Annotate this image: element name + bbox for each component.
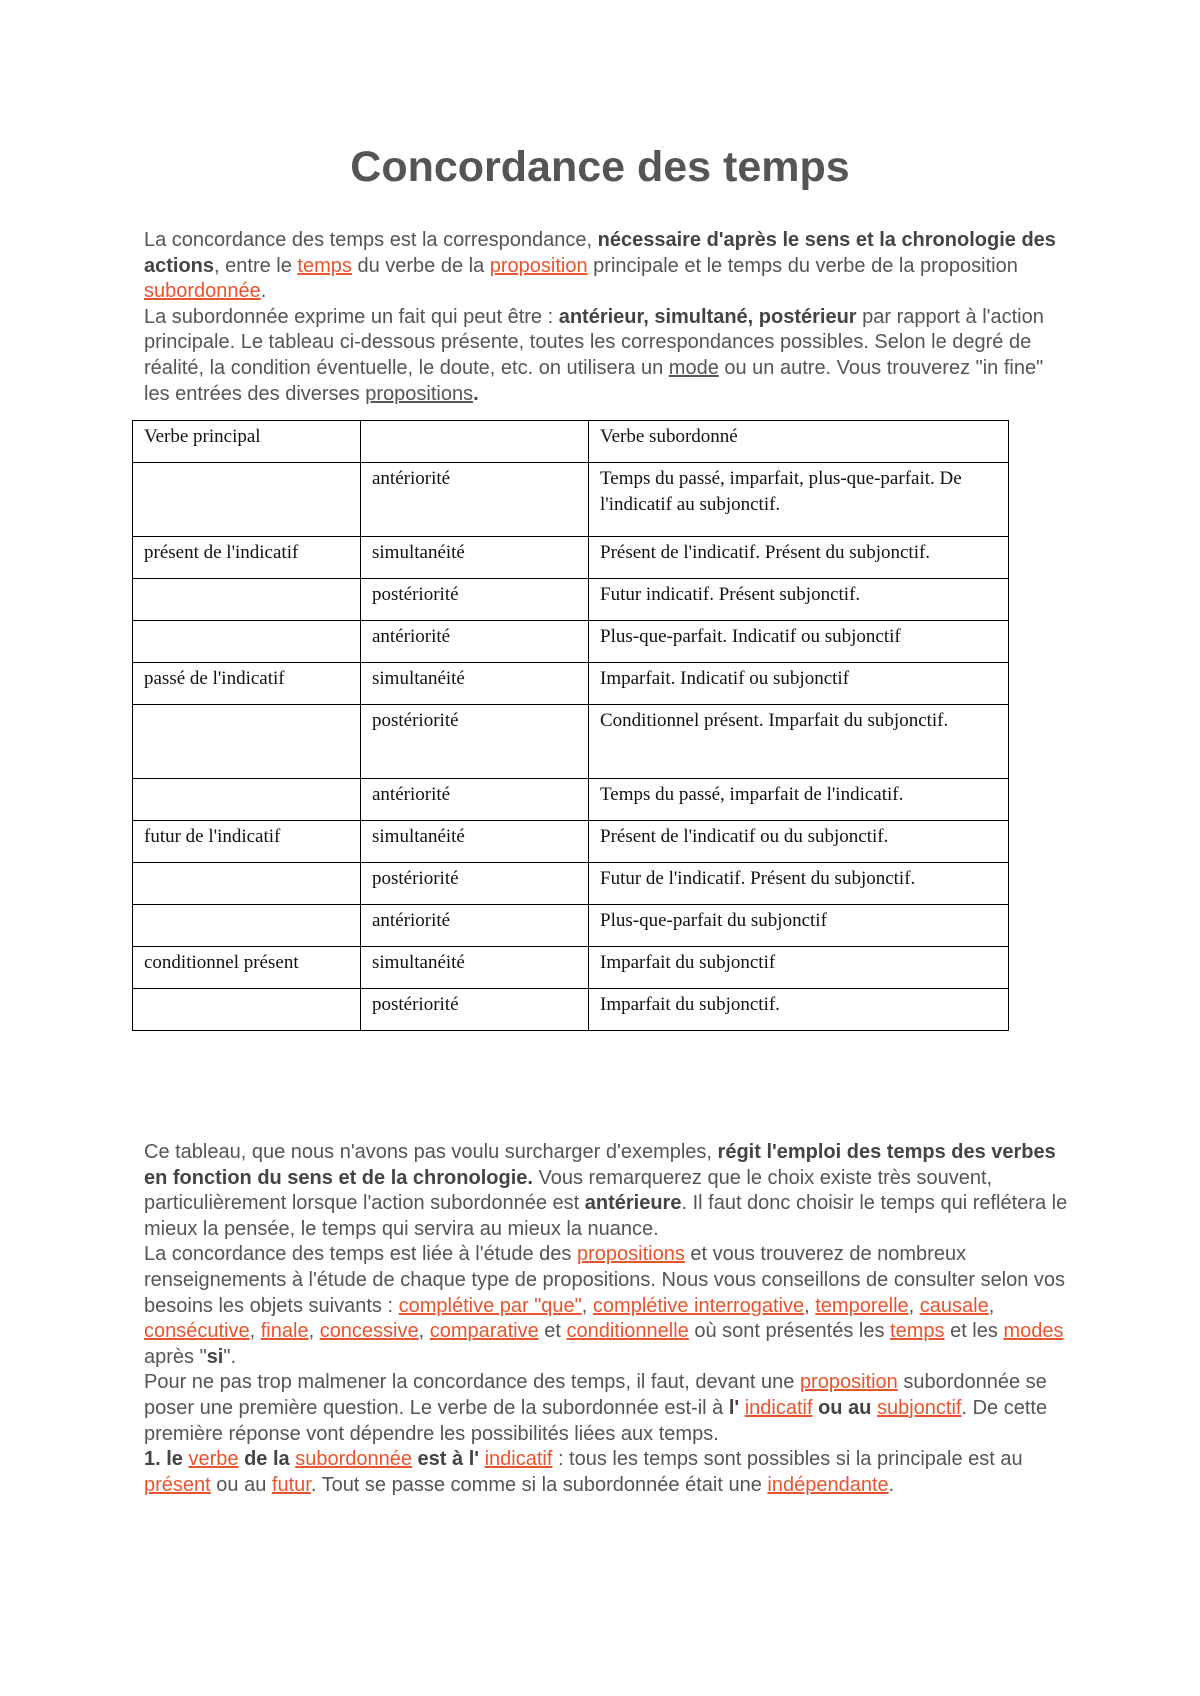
text-run: . [888,1473,895,1496]
table-row [133,905,1009,947]
table-cell [133,989,361,1031]
table-cell [133,621,361,663]
text-run: et [538,1320,567,1343]
outro-paragraph-1 [144,1140,1074,1242]
table-header-cell [361,421,589,463]
table-cell [133,705,361,779]
table-cell: antériorité [361,779,589,821]
link-finale[interactable]: finale [260,1320,309,1343]
text-run: ou un autre. Vous trouverez "in fine" les entrées des diverses [144,356,1044,405]
table-cell: Futur indicatif. Présent subjonctif. [589,579,1009,621]
text-run: La concordance des temps est liée à l'étude des [144,1243,577,1266]
intro-paragraph-2 [144,305,1074,407]
text-run: , [308,1320,320,1343]
link-propositions[interactable]: propositions [365,382,474,405]
table-cell: Imparfait du subjonctif. [589,989,1009,1031]
outro-paragraph-2 [144,1242,1074,1370]
table-cell [133,463,361,537]
text-run: ou au [210,1473,272,1496]
link-completive-que[interactable]: complétive par "que" [398,1294,582,1317]
table-cell [133,863,361,905]
outro-section [144,1140,1074,1498]
text-run: du verbe de la [351,254,490,277]
table-header-cell: Verbe principal [133,421,361,463]
table-cell: passé de l'indicatif [133,663,361,705]
text-run: où sont présentés les [688,1320,891,1343]
link-proposition[interactable]: proposition [799,1371,898,1394]
table-row [133,863,1009,905]
bold-run: l' [728,1396,740,1419]
link-independante[interactable]: indépendante [767,1473,889,1496]
table-cell: Plus-que-parfait. Indicatif ou subjonctif [589,621,1009,663]
link-proposition[interactable]: proposition [489,254,588,277]
table-cell: Présent de l'indicatif ou du subjonctif. [589,821,1009,863]
text-run: , [908,1294,920,1317]
text-run: subordonnée se poser une première question. Le verbe de la subordonnée est-il à [144,1371,1047,1419]
text-run: . Tout se passe comme si la subordonnée était une [310,1473,768,1496]
link-futur[interactable]: futur [271,1473,311,1496]
table-cell: Imparfait. Indicatif ou subjonctif [589,663,1009,705]
link-present[interactable]: présent [144,1473,211,1496]
table-cell: antériorité [361,463,589,537]
table-row [133,663,1009,705]
bold-run: est à l' [412,1448,480,1471]
bold-run: antérieure [584,1192,682,1215]
table-cell: postériorité [361,705,589,779]
table-cell: simultanéité [361,821,589,863]
concordance-table [132,420,1009,1031]
link-subordonnee[interactable]: subordonnée [144,280,261,303]
link-conditionnelle[interactable]: conditionnelle [566,1320,689,1343]
text-run: La subordonnée exprime un fait qui peut être : [144,305,559,328]
text-run: Ce tableau, que nous n'avons pas voulu surcharger d'exemples, [144,1141,718,1163]
text-run: . De cette première réponse vont dépendre les possibilités liées aux temps. [144,1396,1048,1445]
link-verbe[interactable]: verbe [188,1448,239,1471]
link-subordonnee[interactable]: subordonnée [295,1448,412,1471]
text-run: , [418,1320,430,1343]
link-temps[interactable]: temps [890,1320,945,1343]
table-row [133,779,1009,821]
bold-run: régit l'emploi des temps des verbes en fonction du sens et de la chronologie. [144,1141,1056,1189]
table-cell: simultanéité [361,947,589,989]
bold-run: antérieur, simultané, postérieur [558,305,857,328]
bold-run: si [206,1345,224,1368]
link-subjonctif[interactable]: subjonctif [876,1396,962,1419]
bold-run: de la [238,1448,296,1471]
link-completive-interrogative[interactable]: complétive interrogative [592,1294,805,1317]
text-run: . [260,280,267,303]
table-row [133,821,1009,863]
link-modes[interactable]: modes [1003,1320,1064,1343]
outro-paragraph-3 [144,1370,1074,1447]
table-cell [133,905,361,947]
link-propositions[interactable]: propositions [576,1243,685,1266]
table-cell: antériorité [361,621,589,663]
text-run: , [988,1294,995,1317]
table-row [133,705,1009,779]
table-cell: antériorité [361,905,589,947]
link-temps[interactable]: temps [297,254,352,277]
table-cell: simultanéité [361,537,589,579]
text-run: , entre le [214,254,298,277]
table-cell: postériorité [361,579,589,621]
link-temporelle[interactable]: temporelle [815,1294,909,1317]
table-cell: Temps du passé, imparfait, plus-que-parfait. De l'indicatif au subjonctif. [589,463,1009,537]
table-row [133,463,1009,537]
text-run: , [581,1294,593,1317]
link-comparative[interactable]: comparative [429,1320,539,1343]
table-header-cell: Verbe subordonné [589,421,1009,463]
text-run: Vous remarquerez que le choix existe très souvent, particulièrement lorsque l'action subordonnée est [144,1166,993,1215]
table-cell: simultanéité [361,663,589,705]
table-cell: Temps du passé, imparfait de l'indicatif. [589,779,1009,821]
table-cell: présent de l'indicatif [133,537,361,579]
table-cell: Plus-que-parfait du subjonctif [589,905,1009,947]
text-run: , [249,1320,261,1343]
text-run: par rapport à l'action principale. Le tableau ci-dessous présente, toutes les correspondances possibles. Selon le degré de réalité, la condition éventuelle, le doute, etc. on utilisera un [144,305,1044,379]
table-cell: Futur de l'indicatif. Présent du subjonctif. [589,863,1009,905]
table-row [133,579,1009,621]
link-indicatif[interactable]: indicatif [484,1448,553,1471]
table-cell: futur de l'indicatif [133,821,361,863]
table-cell [133,779,361,821]
link-consecutive[interactable]: consécutive [144,1320,250,1343]
bold-run: 1. le [144,1448,189,1471]
table-row [133,537,1009,579]
table-row [133,989,1009,1031]
text-run: Pour ne pas trop malmener la concordance des temps, il faut, devant une [144,1371,800,1394]
link-indicatif[interactable]: indicatif [744,1396,813,1419]
text-run: La concordance des temps est la correspondance, [144,229,598,251]
bold-run: . [473,382,479,405]
table-header-row [133,421,1009,463]
outro-paragraph-4 [144,1447,1074,1498]
intro-paragraph-1 [144,228,1074,305]
bold-run: ou au [812,1396,877,1419]
text-run: : tous les temps sont possibles si la principale est au [552,1448,1023,1471]
text-run: après " [144,1345,207,1368]
text-run: et vous trouverez de nombreux renseignements à l'étude de chaque type de propositions. Nous vous conseillons de consulter selon vos besoins les objets suivants : [144,1243,1066,1317]
table-cell: postériorité [361,989,589,1031]
link-causale[interactable]: causale [919,1294,989,1317]
text-run: . Il faut donc choisir le temps qui reflétera le mieux la pensée, le temps qui servira au mieux la nuance. [144,1192,1068,1240]
table-cell: Présent de l'indicatif. Présent du subjonctif. [589,537,1009,579]
table-cell: conditionnel présent [133,947,361,989]
text-run: et les [944,1320,1004,1343]
table-cell [133,579,361,621]
link-concessive[interactable]: concessive [319,1320,419,1343]
table-cell: Imparfait du subjonctif [589,947,1009,989]
link-mode[interactable]: mode [668,356,719,379]
text-run: principale et le temps du verbe de la proposition [587,254,1018,277]
table-row [133,621,1009,663]
table-row [133,947,1009,989]
text-run: , [804,1294,816,1317]
page-title: Concordance des temps [350,143,850,191]
table-cell: postériorité [361,863,589,905]
bold-run: nécessaire d'après le sens et la chronologie des actions [144,229,1056,277]
intro-section [144,228,1074,407]
table-cell: Conditionnel présent. Imparfait du subjonctif. [589,705,1009,779]
text-run: ". [223,1345,237,1368]
